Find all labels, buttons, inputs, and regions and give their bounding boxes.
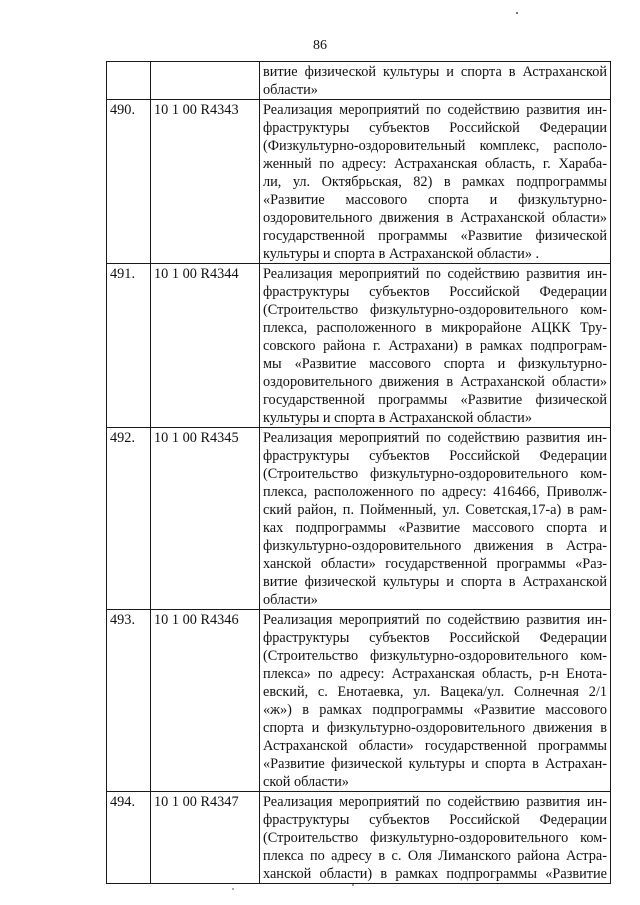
row-number xyxy=(107,62,151,100)
description-line: области» xyxy=(263,82,318,98)
description-line: (Физкультурно-оздоровительный комплекс, располо- xyxy=(263,138,607,154)
expense-description xyxy=(260,264,611,428)
row-number: 492. xyxy=(107,428,151,610)
description-line: области» xyxy=(263,592,318,608)
description-line: оздоровительного движения в Астраханской области» xyxy=(263,210,607,226)
description-line: Астраханской области» государственной программы xyxy=(263,738,607,754)
description-line: культуры и спорта в Астраханской области» . xyxy=(263,246,540,262)
description-line: Реализация мероприятий по содействию развития ин- xyxy=(263,430,607,446)
description-line: витие физической культуры и спорта в Астраханской xyxy=(263,64,607,80)
description-line: (Строительство физкультурно-оздоровительного ком- xyxy=(263,302,607,318)
description-line: «ж») в рамках подпрограммы «Развитие массового xyxy=(263,702,607,718)
expense-description xyxy=(260,62,611,100)
description-line: плекса, расположенного по адресу: 416466, Приволж- xyxy=(263,484,607,500)
budget-code: 10 1 00 R4345 xyxy=(151,428,260,610)
description-line: плекса» по адресу: Астраханская область, р-н Енота- xyxy=(263,666,607,682)
table-row xyxy=(107,62,611,100)
description-line: ской области» xyxy=(263,774,349,790)
row-number: 490. xyxy=(107,100,151,264)
budget-code xyxy=(151,62,260,100)
description-line: ках подпрограммы «Развитие массового спорта и xyxy=(263,520,607,536)
budget-code: 10 1 00 R4343 xyxy=(151,100,260,264)
description-line: ханской области» государственной программы «Раз- xyxy=(263,556,607,572)
description-line: «Развитие физической культуры и спорта в Астрахан- xyxy=(263,756,607,772)
description-line: Реализация мероприятий по содействию развития ин- xyxy=(263,612,607,628)
description-line: плекса, расположенного в микрорайоне АЦКК Тру- xyxy=(263,320,607,336)
description-line: фраструктуры субъектов Российской Федерации xyxy=(263,630,607,646)
description-line: государственной программы «Развитие физической xyxy=(263,228,607,244)
description-line: фраструктуры субъектов Российской Федерации xyxy=(263,448,607,464)
description-line: ский район, п. Пойменный, ул. Советская,17-а) в рам- xyxy=(263,502,607,518)
expense-description xyxy=(260,100,611,264)
description-line: евский, с. Енотаевка, ул. Вацека/ул. Солнечная 2/1 xyxy=(263,684,607,700)
description-line: физкультурно-оздоровительного движения в Астра- xyxy=(263,538,607,554)
table-row xyxy=(107,610,611,792)
budget-code: 10 1 00 R4344 xyxy=(151,264,260,428)
description-line: плекса по адресу в с. Оля Лиманского района Астра- xyxy=(263,848,607,864)
description-line: мы «Развитие массового спорта и физкультурно- xyxy=(263,356,607,372)
description-line: совского района г. Астрахани) в рамках подпрограм- xyxy=(263,338,607,354)
scan-speck xyxy=(516,12,518,14)
expense-description xyxy=(260,610,611,792)
description-line: (Строительство физкультурно-оздоровительного ком- xyxy=(263,466,607,482)
budget-code: 10 1 00 R4346 xyxy=(151,610,260,792)
description-line: спорта и физкультурно-оздоровительного движения в xyxy=(263,720,607,736)
table-row xyxy=(107,428,611,610)
description-line: витие физической культуры и спорта в Астраханской xyxy=(263,574,607,590)
row-number: 493. xyxy=(107,610,151,792)
description-line: Реализация мероприятий по содействию развития ин- xyxy=(263,102,607,118)
row-number: 491. xyxy=(107,264,151,428)
row-number: 494. xyxy=(107,792,151,884)
expense-description xyxy=(260,428,611,610)
description-line: культуры и спорта в Астраханской области» xyxy=(263,410,532,426)
description-line: Реализация мероприятий по содействию развития ин- xyxy=(263,794,607,810)
table-row xyxy=(107,264,611,428)
description-line: женный по адресу: Астраханская область, г. Хараба- xyxy=(263,156,607,172)
description-line: оздоровительного движения в Астраханской области» xyxy=(263,374,607,390)
description-line: фраструктуры субъектов Российской Федерации xyxy=(263,284,607,300)
description-line: фраструктуры субъектов Российской Федерации xyxy=(263,120,607,136)
description-line: фраструктуры субъектов Российской Федерации xyxy=(263,812,607,828)
description-line: «Развитие массового спорта и физкультурно- xyxy=(263,192,607,208)
description-line: (Строительство физкультурно-оздоровительного ком- xyxy=(263,648,607,664)
table-row xyxy=(107,100,611,264)
description-line: ханской области) в рамках подпрограммы «Развитие xyxy=(263,866,607,882)
scan-speck xyxy=(232,888,234,890)
description-line: государственной программы «Развитие физической xyxy=(263,392,607,408)
description-line: Реализация мероприятий по содействию развития ин- xyxy=(263,266,607,282)
description-line: (Строительство физкультурно-оздоровительного ком- xyxy=(263,830,607,846)
page-number: 86 xyxy=(313,38,327,53)
table-row xyxy=(107,792,611,884)
scan-speck xyxy=(352,884,354,886)
expense-description xyxy=(260,792,611,884)
description-line: ли, ул. Октябрьская, 82) в рамках подпрограммы xyxy=(263,174,607,190)
table-body xyxy=(107,62,611,884)
budget-table xyxy=(106,61,611,884)
budget-code: 10 1 00 R4347 xyxy=(151,792,260,884)
